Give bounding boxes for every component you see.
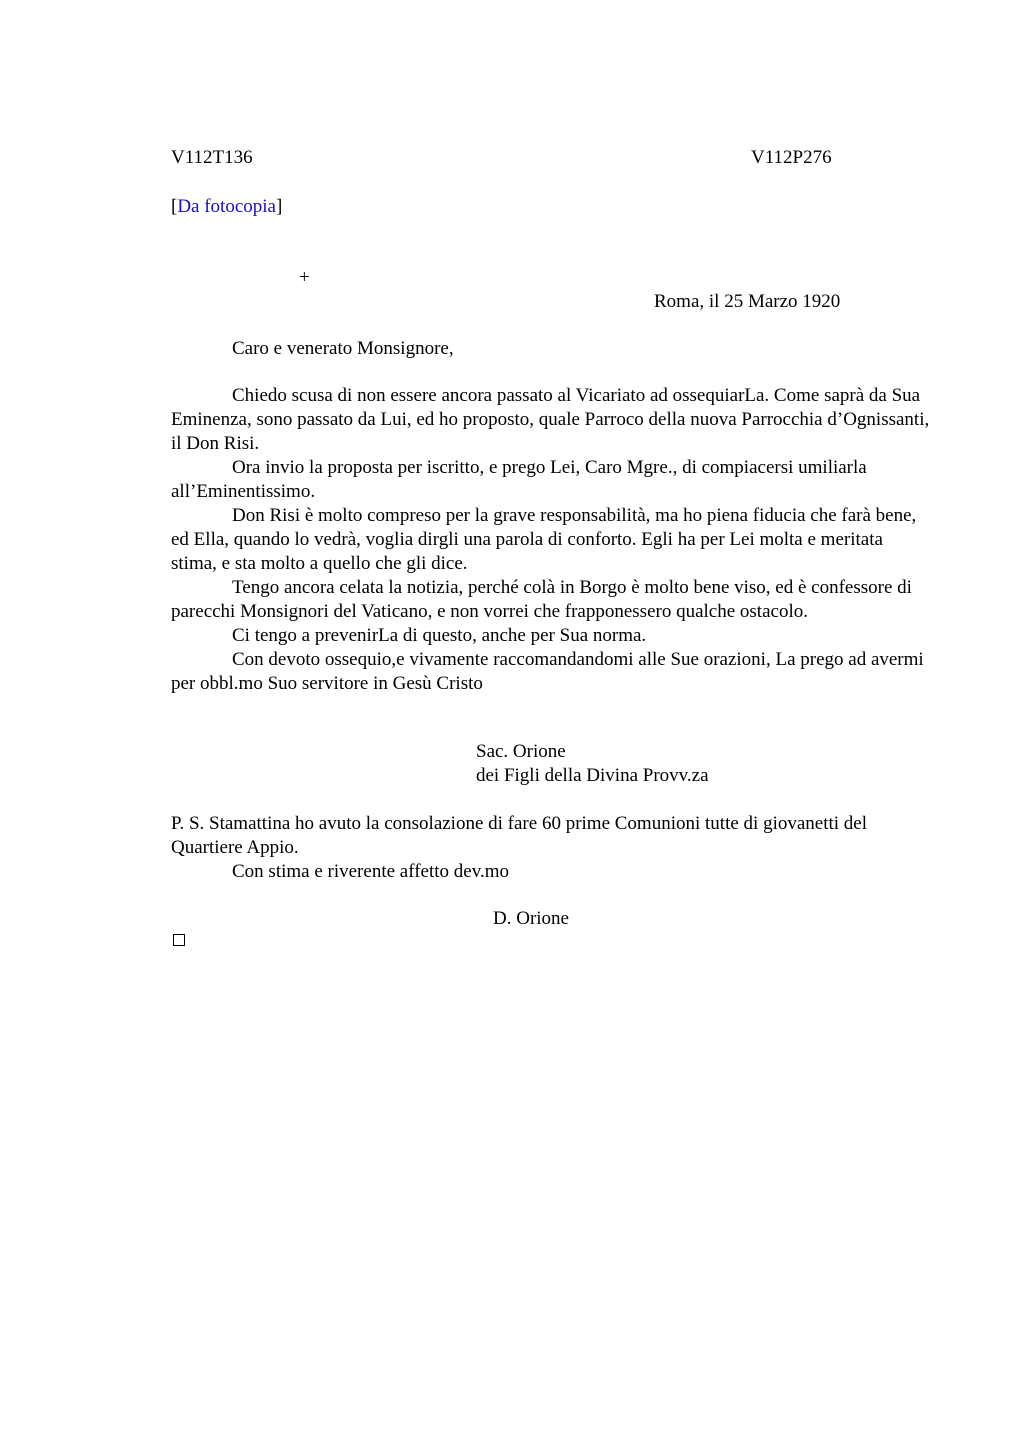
postscript (171, 812, 931, 884)
signature-title: dei Figli della Divina Provv.za (476, 765, 709, 786)
postscript-closing: Con stima e riverente affetto dev.mo (232, 861, 509, 882)
document-code-left: V112T136 (171, 147, 253, 168)
signature-name: Sac. Orione (476, 741, 566, 762)
letter-paragraph: Con devoto ossequio,e vivamente raccomandandomi alle Sue orazioni, La prego ad avermi per obbl.mo Suo servitore in Gesù Cristo (171, 649, 924, 694)
source-note-open-bracket: [ (171, 196, 178, 217)
source-note (171, 195, 282, 219)
cross-symbol: + (299, 267, 310, 288)
document-code-right: V112P276 (751, 147, 832, 168)
letter-paragraph: Ora invio la proposta per iscritto, e prego Lei, Caro Mgre., di compiacersi umiliarla all’Eminentissimo. (171, 457, 867, 502)
letter-paragraph: Tengo ancora celata la notizia, perché colà in Borgo è molto bene viso, ed è confessore di parecchi Monsignori del Vaticano, e non vorrei che frapponessero qualche ostacolo. (171, 577, 912, 622)
salutation: Caro e venerato Monsignore, (232, 338, 454, 359)
date-line: Roma, il 25 Marzo 1920 (654, 291, 841, 312)
source-note-close-bracket: ] (275, 196, 283, 217)
checkbox-icon (173, 934, 185, 946)
postscript-signature: D. Orione (493, 908, 569, 929)
postscript-text: P. S. Stamattina ho avuto la consolazione di fare 60 prime Comunioni tutte di giovanetti del Quartiere Appio. (171, 813, 868, 858)
letter-paragraph: Chiedo scusa di non essere ancora passato al Vicariato ad ossequiarLa. Come saprà da Sua Eminenza, sono passato da Lui, ed ho proposto, quale Parroco della nuova Parrocchia d’Ognissanti, il Don Risi. (171, 385, 930, 454)
letter-body (171, 384, 931, 696)
source-note-link[interactable]: Da fotocopia (177, 196, 276, 217)
letter-paragraph: Don Risi è molto compreso per la grave responsabilità, ma ho piena fiducia che farà bene, ed Ella, quando lo vedrà, voglia dirgli una parola di conforto. Egli ha per Lei molta e meritata stima, e sta molto a quello che gli dice. (171, 505, 917, 574)
letter-paragraph: Ci tengo a prevenirLa di questo, anche per Sua norma. (232, 625, 647, 646)
